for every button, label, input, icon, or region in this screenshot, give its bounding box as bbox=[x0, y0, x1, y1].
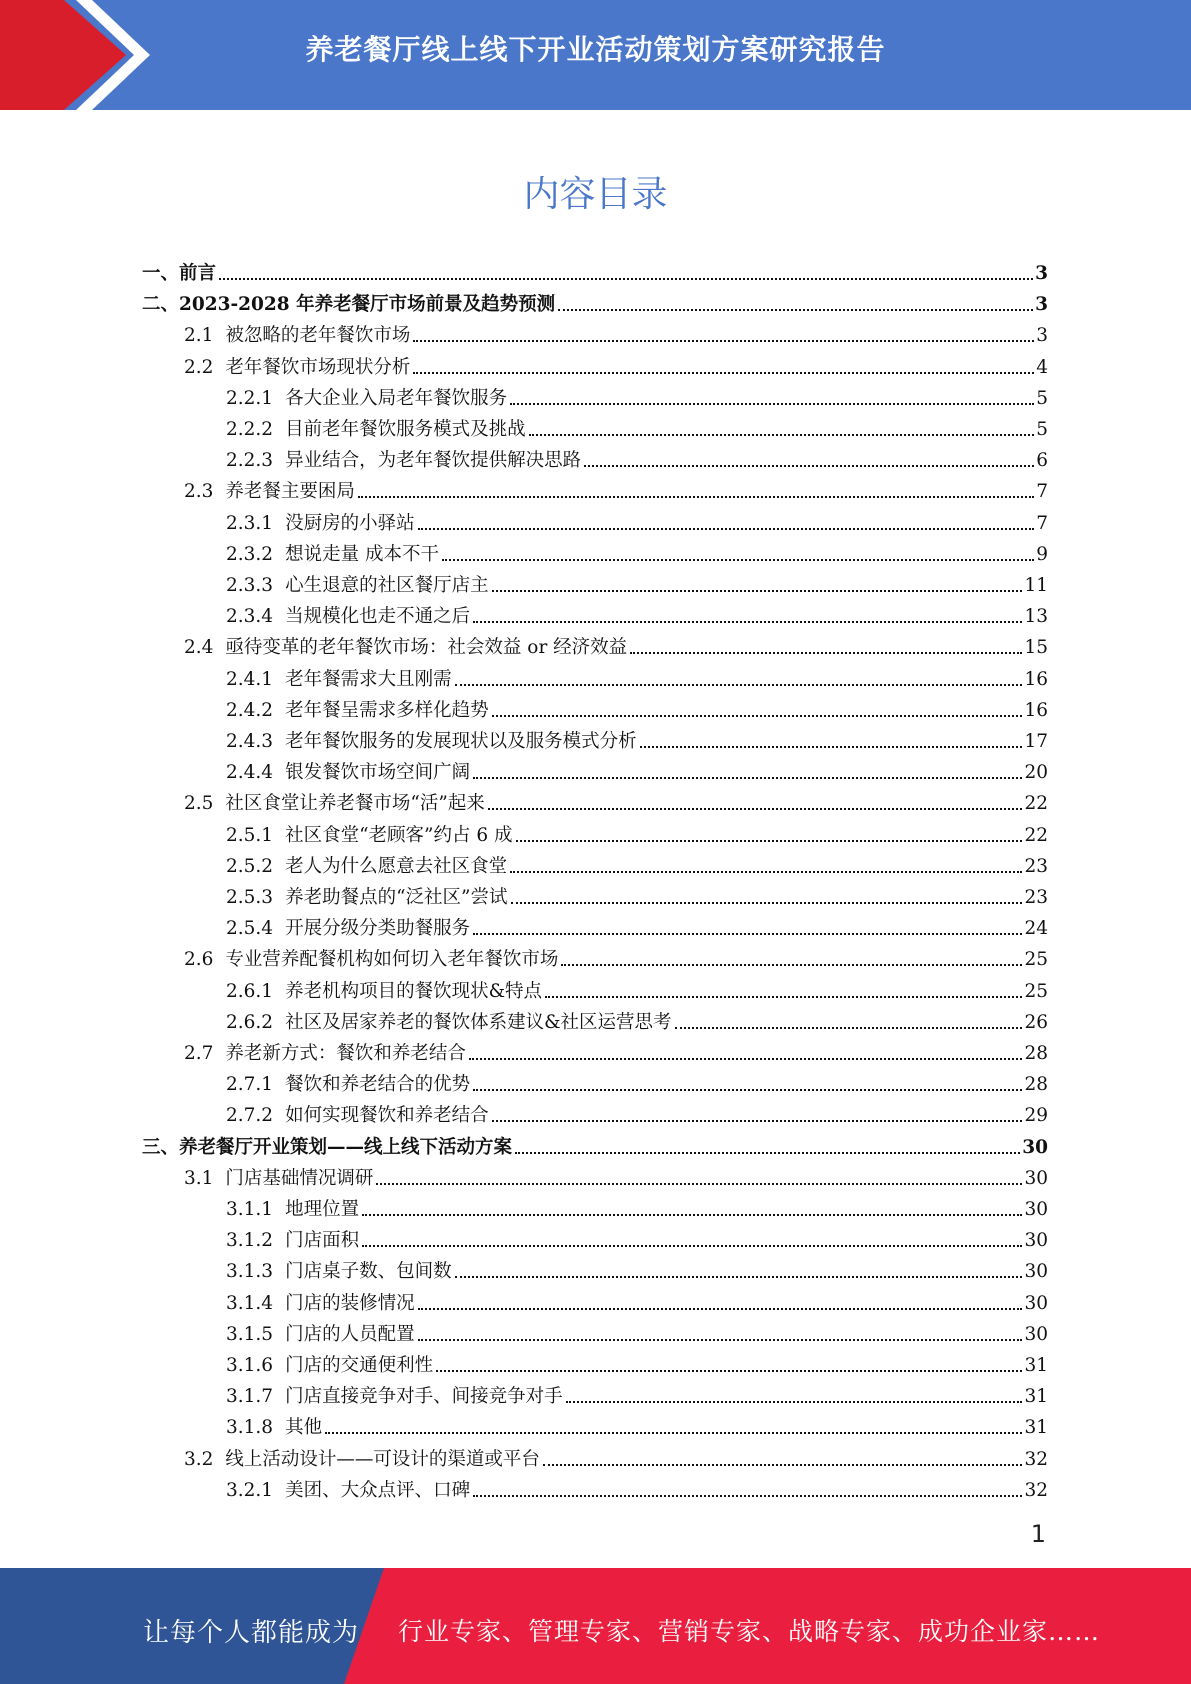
toc-entry-title: 门店基础情况调研 bbox=[225, 1167, 374, 1189]
toc-entry-page: 22 bbox=[1024, 824, 1048, 846]
toc-entry-title: 想说走量 成本不干 bbox=[285, 543, 439, 565]
toc-entry[interactable] bbox=[184, 348, 1048, 379]
document-title: 养老餐厅线上线下开业活动策划方案研究报告 bbox=[305, 33, 886, 66]
toc-entry-number: 2.4 bbox=[184, 637, 214, 659]
toc-entry-title: 专业营养配餐机构如何切入老年餐饮市场 bbox=[225, 949, 559, 971]
toc-entry-title: 门店面积 bbox=[285, 1230, 360, 1252]
toc-entry-number: 3.1.8 bbox=[226, 1417, 274, 1439]
toc-entry[interactable] bbox=[226, 1190, 1048, 1221]
toc-entry[interactable] bbox=[226, 1252, 1048, 1283]
toc-entry-title: 开展分级分类助餐服务 bbox=[285, 918, 471, 940]
toc-entry-number: 一、 bbox=[142, 263, 180, 284]
page-header bbox=[0, 0, 1191, 110]
toc-entry-page: 30 bbox=[1022, 1136, 1048, 1158]
toc-entry-number: 2.5.4 bbox=[226, 918, 274, 940]
toc-entry-page: 32 bbox=[1024, 1479, 1048, 1501]
toc-entry[interactable] bbox=[226, 1377, 1048, 1408]
toc-entry-number: 2.3.3 bbox=[226, 575, 274, 596]
toc-entry-title: 地理位置 bbox=[285, 1199, 360, 1220]
toc-dot-leader bbox=[492, 715, 1023, 717]
toc-entry-title: 当规模化也走不通之后 bbox=[285, 606, 471, 628]
toc-entry[interactable] bbox=[226, 597, 1048, 628]
toc-entry-page: 6 bbox=[1036, 450, 1048, 472]
toc-entry-title: 其他 bbox=[285, 1417, 323, 1439]
toc-dot-leader bbox=[511, 902, 1023, 904]
toc-entry-page: 11 bbox=[1024, 575, 1048, 596]
toc-entry-page: 29 bbox=[1024, 1105, 1048, 1127]
toc-entry[interactable] bbox=[142, 285, 1048, 316]
toc-entry-page: 3 bbox=[1035, 294, 1048, 316]
toc-dot-leader bbox=[358, 496, 1034, 498]
toc-entry-page: 4 bbox=[1036, 356, 1048, 378]
toc-entry-title: 养老机构项目的餐饮现状&特点 bbox=[285, 980, 543, 1002]
toc-entry-title: 养老新方式：餐饮和养老结合 bbox=[225, 1043, 466, 1064]
toc-entry-title: 社区食堂让养老餐市场“活”起来 bbox=[225, 793, 485, 815]
toc-dot-leader bbox=[510, 403, 1034, 405]
toc-entry-number: 2.3.1 bbox=[226, 512, 274, 534]
toc-dot-leader bbox=[640, 746, 1023, 748]
toc-entry[interactable] bbox=[226, 816, 1048, 847]
toc-entry[interactable] bbox=[226, 1284, 1048, 1315]
toc-entry-page: 17 bbox=[1024, 731, 1048, 752]
toc-dot-leader bbox=[545, 996, 1022, 998]
toc-entry-number: 2.6.2 bbox=[226, 1011, 274, 1033]
toc-entry-number: 2.4.2 bbox=[226, 699, 274, 721]
toc-entry-title: 养老餐厅开业策划——线上线下活动方案 bbox=[179, 1136, 513, 1158]
toc-dot-leader bbox=[488, 808, 1023, 810]
toc-entry-number: 3.1.6 bbox=[226, 1355, 274, 1376]
toc-entry[interactable] bbox=[142, 254, 1048, 285]
toc-entry-page: 5 bbox=[1036, 419, 1048, 440]
toc-entry[interactable] bbox=[226, 566, 1048, 597]
toc-entry-title: 银发餐饮市场空间广阔 bbox=[285, 762, 471, 784]
toc-entry-page: 23 bbox=[1024, 855, 1048, 877]
toc-dot-leader bbox=[584, 465, 1034, 467]
toc-entry-title: 门店的交通便利性 bbox=[285, 1355, 434, 1376]
toc-dot-leader bbox=[566, 1401, 1023, 1403]
toc-entry-title: 门店直接竞争对手、间接竞争对手 bbox=[285, 1386, 563, 1408]
toc-entry-page: 30 bbox=[1024, 1199, 1048, 1220]
toc-entry-title: 线上活动设计——可设计的渠道或平台 bbox=[225, 1448, 540, 1470]
toc-entry[interactable] bbox=[184, 940, 1048, 971]
toc-entry[interactable] bbox=[226, 1003, 1048, 1034]
toc-entry[interactable] bbox=[226, 847, 1048, 878]
toc-entry-number: 2.7.1 bbox=[226, 1074, 274, 1096]
toc-entry-title: 如何实现餐饮和养老结合 bbox=[285, 1105, 489, 1127]
toc-entry-number: 2.4.3 bbox=[226, 731, 274, 752]
toc-entry-number: 3.1.2 bbox=[226, 1230, 274, 1252]
toc-dot-leader bbox=[543, 1464, 1023, 1466]
toc-dot-leader bbox=[492, 1120, 1023, 1122]
toc-entry[interactable] bbox=[226, 722, 1048, 753]
toc-entry-page: 32 bbox=[1024, 1448, 1048, 1470]
toc-entry-title: 老年餐饮服务的发展现状以及服务模式分析 bbox=[285, 731, 637, 752]
toc-entry-number: 2.4.4 bbox=[226, 762, 274, 784]
toc-entry[interactable] bbox=[226, 1065, 1048, 1096]
toc-entry-title: 前言 bbox=[179, 263, 217, 284]
toc-entry-title: 老年餐需求大且刚需 bbox=[285, 668, 452, 690]
toc-entry-title: 2023-2028 年养老餐厅市场前景及趋势预测 bbox=[179, 294, 556, 316]
toc-entry[interactable] bbox=[226, 1221, 1048, 1252]
toc-entry-number: 2.2.3 bbox=[226, 450, 274, 472]
toc-entry-number: 3.1.4 bbox=[226, 1292, 274, 1314]
toc-entry-title: 美团、大众点评、口碑 bbox=[285, 1479, 471, 1501]
toc-entry-number: 2.6.1 bbox=[226, 980, 274, 1002]
toc-dot-leader bbox=[558, 309, 1033, 311]
toc-entry[interactable] bbox=[184, 316, 1048, 347]
toc-dot-leader bbox=[510, 871, 1022, 873]
toc-entry-number: 3.1 bbox=[184, 1167, 214, 1189]
toc-entry-title: 各大企业入局老年餐饮服务 bbox=[285, 387, 508, 409]
toc-entry-title: 心生退意的社区餐厅店主 bbox=[285, 575, 489, 596]
toc-entry[interactable] bbox=[226, 1408, 1048, 1439]
toc-dot-leader bbox=[455, 1276, 1023, 1278]
toc-entry[interactable] bbox=[226, 1096, 1048, 1127]
toc-entry-number: 2.5.2 bbox=[226, 855, 274, 877]
toc-entry-page: 20 bbox=[1024, 762, 1048, 784]
toc-dot-leader bbox=[473, 1495, 1022, 1497]
toc-entry-title: 门店桌子数、包间数 bbox=[285, 1261, 452, 1283]
toc-entry[interactable] bbox=[226, 1346, 1048, 1377]
toc-dot-leader bbox=[675, 1027, 1023, 1029]
toc-entry-title: 老人为什么愿意去社区食堂 bbox=[285, 855, 508, 877]
toc-entry-page: 3 bbox=[1035, 263, 1048, 284]
toc-entry-title: 被忽略的老年餐饮市场 bbox=[225, 325, 411, 347]
toc-entry-page: 15 bbox=[1024, 637, 1048, 659]
toc-entry-page: 22 bbox=[1024, 793, 1048, 815]
toc-entry-number: 2.7.2 bbox=[226, 1105, 274, 1127]
toc-entry-number: 3.1.3 bbox=[226, 1261, 274, 1283]
toc-entry-number: 2.1 bbox=[184, 325, 214, 347]
toc-entry-number: 2.5.1 bbox=[226, 824, 274, 846]
page-number: 1 bbox=[1030, 1520, 1046, 1548]
toc-entry-number: 3.1.7 bbox=[226, 1386, 274, 1408]
toc-title: 内容目录 bbox=[523, 174, 668, 215]
toc-entry-title: 亟待变革的老年餐饮市场：社会效益 or 经济效益 bbox=[225, 637, 628, 659]
toc-entry[interactable] bbox=[226, 1315, 1048, 1346]
toc-entry[interactable] bbox=[226, 660, 1048, 691]
toc-entry[interactable] bbox=[184, 628, 1048, 659]
toc-entry-number: 3.1.1 bbox=[226, 1199, 274, 1220]
toc-entry-number: 2.5.3 bbox=[226, 887, 274, 908]
toc-entry-number: 2.5 bbox=[184, 793, 214, 815]
toc-entry-page: 7 bbox=[1036, 512, 1048, 534]
toc-entry-number: 2.2.1 bbox=[226, 387, 274, 409]
toc-dot-leader bbox=[325, 1432, 1022, 1434]
toc-entry-page: 28 bbox=[1024, 1074, 1048, 1096]
footer-slogan-left: 让每个人都能成为 bbox=[143, 1618, 360, 1648]
footer-slogan-right: 行业专家、管理专家、营销专家、战略专家、成功企业家…… bbox=[398, 1617, 1101, 1646]
toc-entry-page: 26 bbox=[1024, 1011, 1048, 1033]
toc-dot-leader bbox=[442, 559, 1034, 561]
toc-entry-number: 3.2.1 bbox=[226, 1479, 274, 1501]
toc-entry-title: 没厨房的小驿站 bbox=[285, 512, 415, 534]
toc-entry-number: 二、 bbox=[142, 294, 180, 316]
toc-entry-page: 31 bbox=[1024, 1355, 1048, 1376]
toc-entry[interactable] bbox=[226, 535, 1048, 566]
toc-entry-page: 9 bbox=[1036, 543, 1048, 565]
toc-dot-leader bbox=[473, 777, 1022, 779]
toc-dot-leader bbox=[516, 840, 1023, 842]
page-footer bbox=[0, 1568, 1191, 1684]
toc-dot-leader bbox=[473, 933, 1022, 935]
toc-dot-leader bbox=[561, 964, 1022, 966]
toc-dot-leader bbox=[473, 1089, 1022, 1091]
toc-entry-title: 餐饮和养老结合的优势 bbox=[285, 1074, 471, 1096]
toc-dot-leader bbox=[492, 590, 1023, 592]
toc-entry-number: 2.7 bbox=[184, 1043, 214, 1064]
toc-entry-title: 社区食堂“老顾客”约占 6 成 bbox=[285, 824, 513, 846]
toc-entry[interactable] bbox=[226, 410, 1048, 441]
toc-entry-number: 3.1.5 bbox=[226, 1323, 274, 1345]
toc-entry-title: 老年餐饮市场现状分析 bbox=[225, 356, 411, 378]
toc-dot-leader bbox=[473, 621, 1022, 623]
toc-entry-number: 2.2 bbox=[184, 356, 214, 378]
toc-entry-title: 老年餐呈需求多样化趋势 bbox=[285, 699, 489, 721]
toc-entry-page: 30 bbox=[1024, 1230, 1048, 1252]
toc-entry[interactable] bbox=[184, 1159, 1048, 1190]
toc-dot-leader bbox=[219, 278, 1033, 280]
toc-entry-number: 2.6 bbox=[184, 949, 214, 971]
toc-dot-leader bbox=[418, 1339, 1023, 1341]
toc-entry-title: 门店的人员配置 bbox=[285, 1323, 415, 1345]
toc-dot-leader bbox=[362, 1214, 1022, 1216]
toc-entry-page: 31 bbox=[1024, 1417, 1048, 1439]
toc-dot-leader bbox=[469, 1058, 1023, 1060]
toc-entry-page: 30 bbox=[1024, 1261, 1048, 1283]
toc-dot-leader bbox=[455, 684, 1023, 686]
toc-entry-page: 30 bbox=[1024, 1167, 1048, 1189]
toc-dot-leader bbox=[413, 372, 1034, 374]
toc-entry[interactable] bbox=[226, 972, 1048, 1003]
toc-dot-leader bbox=[529, 434, 1035, 436]
toc-entry-page: 30 bbox=[1024, 1292, 1048, 1314]
toc-dot-leader bbox=[630, 652, 1022, 654]
toc-entry[interactable] bbox=[226, 441, 1048, 472]
toc-entry-title: 社区及居家养老的餐饮体系建议&社区运营思考 bbox=[285, 1011, 672, 1033]
toc-entry[interactable] bbox=[184, 784, 1048, 815]
toc-entry[interactable] bbox=[184, 1034, 1048, 1065]
toc-entry-page: 3 bbox=[1036, 325, 1048, 347]
toc-entry-page: 25 bbox=[1024, 949, 1048, 971]
toc-entry[interactable] bbox=[226, 691, 1048, 722]
toc-entry-title: 异业结合，为老年餐饮提供解决思路 bbox=[285, 450, 582, 472]
toc-entry-number: 2.3 bbox=[184, 481, 214, 503]
toc-entry[interactable] bbox=[226, 379, 1048, 410]
toc-entry-page: 28 bbox=[1024, 1043, 1048, 1064]
toc-entry-number: 三、 bbox=[142, 1136, 180, 1158]
toc-entry[interactable] bbox=[184, 1440, 1048, 1471]
toc-entry-number: 2.3.4 bbox=[226, 606, 274, 628]
toc-entry-title: 养老助餐点的“泛社区”尝试 bbox=[285, 887, 508, 908]
toc-entry-page: 16 bbox=[1024, 699, 1048, 721]
toc-dot-leader bbox=[515, 1152, 1020, 1154]
toc-dot-leader bbox=[376, 1183, 1022, 1185]
toc-entry-page: 25 bbox=[1024, 980, 1048, 1002]
toc-entry[interactable] bbox=[226, 1471, 1048, 1502]
toc-entry-title: 门店的装修情况 bbox=[285, 1292, 415, 1314]
toc-entry-title: 养老餐主要困局 bbox=[225, 481, 355, 503]
toc-entry[interactable] bbox=[142, 1128, 1048, 1159]
toc-entry-title: 目前老年餐饮服务模式及挑战 bbox=[285, 419, 526, 440]
toc-entry-page: 24 bbox=[1024, 918, 1048, 940]
toc-entry-page: 30 bbox=[1024, 1323, 1048, 1345]
toc-entry[interactable] bbox=[226, 878, 1048, 909]
toc-dot-leader bbox=[362, 1245, 1022, 1247]
toc-dot-leader bbox=[418, 528, 1035, 530]
toc-dot-leader bbox=[418, 1308, 1023, 1310]
toc-entry[interactable] bbox=[226, 753, 1048, 784]
toc-entry-page: 23 bbox=[1024, 887, 1048, 908]
toc-entry-number: 3.2 bbox=[184, 1448, 214, 1470]
toc-entry[interactable] bbox=[184, 472, 1048, 503]
toc-dot-leader bbox=[413, 340, 1034, 342]
toc-entry-page: 13 bbox=[1024, 606, 1048, 628]
toc-entry[interactable] bbox=[226, 909, 1048, 940]
toc-entry-page: 5 bbox=[1036, 387, 1048, 409]
toc-dot-leader bbox=[436, 1370, 1022, 1372]
toc-entry-number: 2.3.2 bbox=[226, 543, 274, 565]
toc-entry-page: 16 bbox=[1024, 668, 1048, 690]
toc-entry-page: 7 bbox=[1036, 481, 1048, 503]
toc-entry-number: 2.2.2 bbox=[226, 419, 274, 440]
toc-entry-page: 31 bbox=[1024, 1386, 1048, 1408]
toc-entry[interactable] bbox=[226, 504, 1048, 535]
toc-entry-number: 2.4.1 bbox=[226, 668, 274, 690]
